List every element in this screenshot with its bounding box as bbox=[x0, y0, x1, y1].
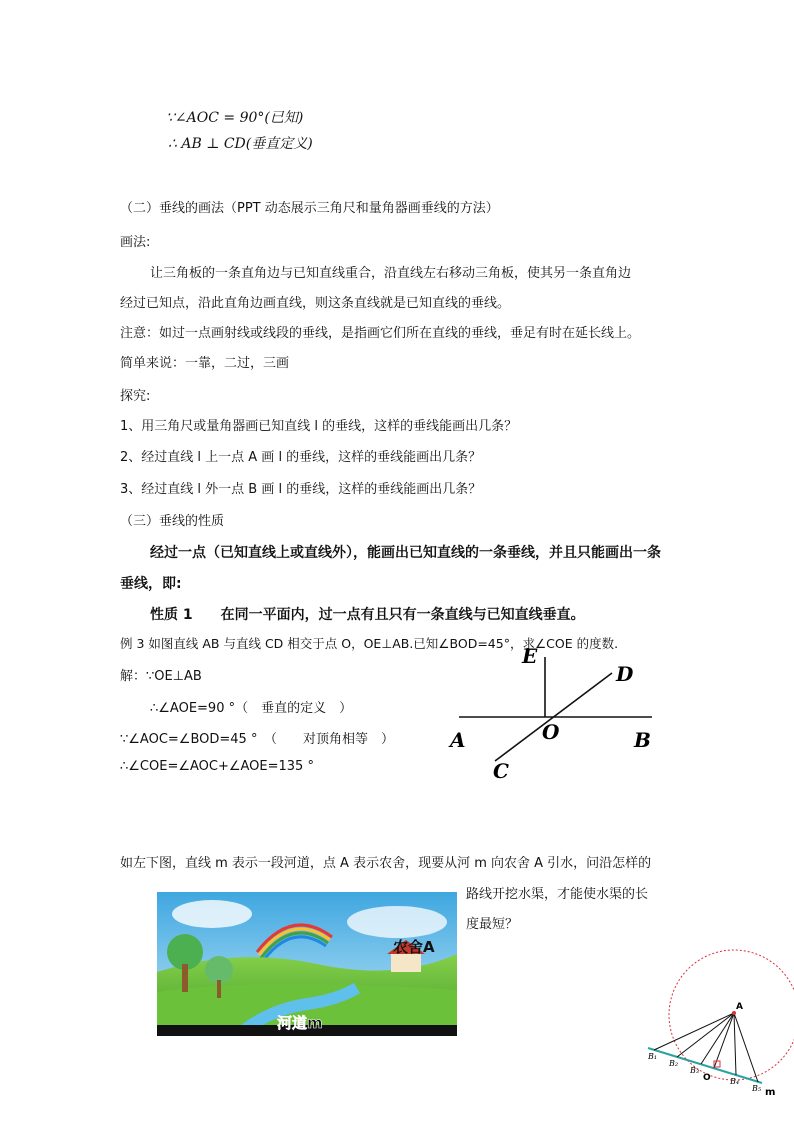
explore-question-3: 3、经过直线 l 外一点 B 画 l 的垂线，这样的垂线能画出几条？ bbox=[120, 482, 482, 497]
farmhouse-river-illustration bbox=[157, 892, 457, 1036]
section3-title: （三）垂线的性质 bbox=[120, 514, 225, 529]
section2-title: （二）垂线的画法（PPT 动态展示三角尺和量角器画垂线的方法） bbox=[120, 201, 499, 216]
diagram-label-b2: B₂ bbox=[669, 1059, 679, 1068]
river-problem-line-3: 度最短？ bbox=[466, 917, 519, 932]
diagram-label-b3: B₃ bbox=[690, 1066, 700, 1075]
property-bold-paragraph-1: 经过一点（已知直线上或直线外），能画出已知直线的一条垂线，并且只能画出一条 bbox=[150, 545, 661, 561]
diagram-label-m: m bbox=[765, 1087, 776, 1098]
diagram-label-b1: B₁ bbox=[648, 1052, 658, 1061]
label-a: A bbox=[450, 728, 466, 752]
proof-line-2: ∴ AB ⊥ CD(垂直定义) bbox=[168, 136, 313, 152]
explore-question-1: 1、用三角尺或量角器画已知直线 l 的垂线，这样的垂线能画出几条？ bbox=[120, 419, 518, 434]
method-paragraph-2: 经过已知点，沿此直角边画直线，则这条直线就是已知直线的垂线。 bbox=[120, 296, 511, 311]
label-d: D bbox=[616, 662, 634, 686]
example3-question: 例 3 如图直线 AB 与直线 CD 相交于点 O，OE⊥AB.已知∠BOD=45°，求∠COE 的度数. bbox=[120, 636, 619, 651]
proof-line-1: ∵∠AOC = 90°(已知) bbox=[166, 110, 304, 126]
intersecting-lines-figure bbox=[440, 635, 680, 795]
solution-line-2: ∴∠AOE=90 °（ 垂直的定义 ） bbox=[150, 701, 353, 716]
explore-question-2: 2、经过直线 l 上一点 A 画 l 的垂线，这样的垂线能画出几条？ bbox=[120, 450, 482, 465]
solution-line-1: 解：∵OE⊥AB bbox=[120, 669, 202, 684]
solution-line-3: ∵∠AOC=∠BOD=45 ° （ 对顶角相等 ） bbox=[120, 732, 394, 747]
method-label: 画法: bbox=[120, 235, 151, 250]
diagram-label-o: O bbox=[703, 1073, 711, 1083]
river-problem-line-1: 如左下图，直线 m 表示一段河道，点 A 表示农舍，现要从河 m 向农舍 A 引水，问沿怎样的 bbox=[120, 856, 652, 871]
river-label: 河道m bbox=[277, 1014, 323, 1032]
solution-line-4: ∴∠COE=∠AOC+∠AOE=135 ° bbox=[120, 759, 314, 774]
house-label: 农舍A bbox=[393, 938, 435, 956]
diagram-label-b4: B₄ bbox=[730, 1077, 740, 1086]
label-o: O bbox=[542, 720, 560, 744]
property-1: 性质 1 在同一平面内，过一点有且只有一条直线与已知直线垂直。 bbox=[150, 607, 585, 623]
note-paragraph: 注意：如过一点画射线或线段的垂线，是指画它们所在直线的垂线，垂足有时在延长线上。 bbox=[120, 326, 641, 341]
explore-label: 探究: bbox=[120, 389, 151, 404]
method-paragraph-1: 让三角板的一条直角边与已知直线重合，沿直线左右移动三角板，使其另一条直角边 bbox=[150, 266, 632, 281]
label-c: C bbox=[493, 759, 509, 783]
diagram-label-b5: B₅ bbox=[752, 1084, 762, 1093]
river-problem-line-2: 路线开挖水渠，才能使水渠的长 bbox=[466, 887, 649, 902]
shortest-path-diagram bbox=[644, 935, 794, 1105]
diagram-label-a: A bbox=[736, 1002, 743, 1012]
summary-line: 简单来说：一靠，二过，三画 bbox=[120, 356, 290, 371]
label-e: E bbox=[522, 644, 538, 668]
property-bold-paragraph-2: 垂线，即: bbox=[120, 576, 182, 592]
label-b: B bbox=[634, 728, 651, 752]
